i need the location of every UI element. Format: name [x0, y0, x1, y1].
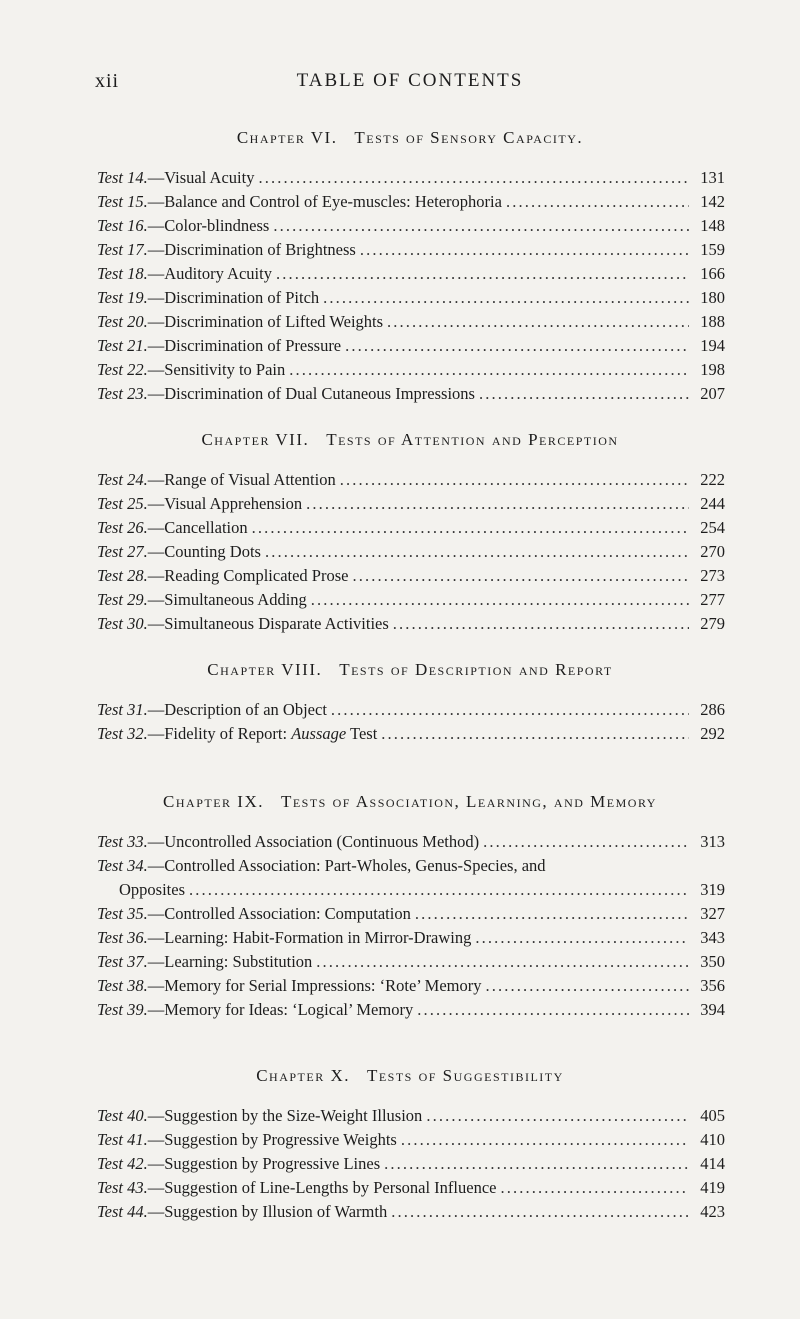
page-number: 423 — [700, 1202, 725, 1221]
toc-entry-line — [97, 310, 725, 334]
leader-dots — [265, 540, 689, 564]
toc-entry-line — [97, 1176, 725, 1200]
leader-dots — [340, 468, 689, 492]
test-title-text: —Discrimination of Pitch — [147, 288, 320, 307]
test-title-text: —Simultaneous Adding — [147, 590, 307, 609]
page-number: 188 — [700, 312, 725, 331]
toc-entry-line — [97, 1152, 725, 1176]
test-title — [148, 698, 327, 722]
test-label: Test 19. — [97, 288, 148, 307]
test-title-text: —Color-blindness — [147, 216, 270, 235]
toc-entry-line — [97, 588, 725, 612]
toc-entry-line — [97, 612, 725, 636]
toc-entry-line — [97, 698, 725, 722]
page-number: 244 — [700, 494, 725, 513]
test-title — [148, 190, 502, 214]
test-label: Test 32. — [97, 724, 148, 743]
toc-entry-line — [97, 902, 725, 926]
test-title-text: —Learning: Habit-Formation in Mirror-Drawing — [147, 928, 472, 947]
toc-entry-line — [97, 382, 725, 406]
toc-entry-line — [97, 1104, 725, 1128]
leader-dots — [506, 190, 689, 214]
leader-dots — [475, 926, 689, 950]
chapter-label: Chapter X. — [256, 1066, 350, 1085]
test-title — [148, 854, 546, 878]
toc-entry — [97, 974, 725, 998]
test-title — [148, 830, 479, 854]
page-number: 207 — [700, 384, 725, 403]
chapter-entries — [97, 830, 725, 1022]
toc-entry-line — [97, 564, 725, 588]
leader-dots — [189, 878, 689, 902]
test-title-text: —Discrimination of Pressure — [147, 336, 342, 355]
test-title-italic: Aussage — [291, 724, 347, 743]
leader-dots — [486, 974, 689, 998]
toc-entry — [97, 588, 725, 612]
toc-entry — [97, 516, 725, 540]
toc-entry-line — [97, 950, 725, 974]
toc-entry — [97, 214, 725, 238]
leader-dots — [381, 722, 689, 746]
toc-entry-line — [97, 214, 725, 238]
test-title-after: Test — [346, 724, 378, 743]
toc-entry — [97, 612, 725, 636]
test-label: Test 35. — [97, 904, 148, 923]
test-label: Test 23. — [97, 384, 148, 403]
chapter-entries — [97, 1104, 725, 1224]
test-title-text: —Balance and Control of Eye-muscles: Heterophoria — [147, 192, 502, 211]
chapter-heading — [95, 1066, 725, 1086]
leader-dots — [387, 310, 689, 334]
leader-dots — [258, 166, 689, 190]
toc-entry-line — [97, 166, 725, 190]
test-label: Test 43. — [97, 1178, 148, 1197]
toc-entry — [97, 698, 725, 722]
test-label: Test 44. — [97, 1202, 148, 1221]
test-title — [148, 1176, 497, 1200]
toc-entry-line — [97, 262, 725, 286]
test-title — [148, 950, 313, 974]
page-number: 343 — [700, 928, 725, 947]
toc-entry — [97, 1128, 725, 1152]
test-title — [148, 926, 472, 950]
page-number: 222 — [700, 470, 725, 489]
page-number: 279 — [700, 614, 725, 633]
leader-dots — [401, 1128, 689, 1152]
test-title — [148, 286, 319, 310]
leader-dots — [273, 214, 689, 238]
test-title-text: —Description of an Object — [147, 700, 327, 719]
page-number: 410 — [700, 1130, 725, 1149]
chapter-title: Tests of Suggestibility — [366, 1066, 564, 1085]
chapter-entries — [97, 166, 725, 406]
toc-entry-line — [97, 974, 725, 998]
test-title-text: —Uncontrolled Association (Continuous Method) — [147, 832, 480, 851]
test-label: Test 17. — [97, 240, 148, 259]
page-number: 131 — [700, 168, 725, 187]
toc-entry — [97, 310, 725, 334]
leader-dots — [393, 612, 689, 636]
toc-entry — [97, 830, 725, 854]
page-number: 277 — [700, 590, 725, 609]
chapter-entries — [97, 468, 725, 636]
test-title — [148, 516, 248, 540]
toc-entry — [97, 998, 725, 1022]
page-number: 148 — [700, 216, 725, 235]
toc-entry — [97, 950, 725, 974]
test-title-text: —Visual Acuity — [147, 168, 255, 187]
test-title-text: —Discrimination of Brightness — [147, 240, 356, 259]
test-label: Test 39. — [97, 1000, 148, 1019]
leader-dots — [252, 516, 689, 540]
test-title — [148, 214, 270, 238]
chapter-title: Tests of Sensory Capacity. — [354, 128, 584, 147]
test-label: Test 30. — [97, 614, 148, 633]
toc-entry — [97, 468, 725, 492]
test-title-text: —Simultaneous Disparate Activities — [147, 614, 389, 633]
toc-entry-line — [97, 926, 725, 950]
toc-entry — [97, 492, 725, 516]
toc-entry-line — [97, 830, 725, 854]
test-label: Test 33. — [97, 832, 148, 851]
toc-entry — [97, 262, 725, 286]
test-title — [148, 540, 261, 564]
toc-entry — [97, 166, 725, 190]
test-title — [148, 310, 383, 334]
toc-entry-line — [97, 492, 725, 516]
test-title — [148, 382, 475, 406]
running-title: TABLE OF CONTENTS — [296, 70, 524, 91]
test-title-text: —Counting Dots — [147, 542, 261, 561]
toc-entry — [97, 238, 725, 262]
chapter-title: Tests of Attention and Perception — [326, 430, 619, 449]
test-title-text: —Visual Apprehension — [147, 494, 303, 513]
test-label: Test 37. — [97, 952, 148, 971]
test-title-text: —Discrimination of Dual Cutaneous Impressions — [147, 384, 475, 403]
test-label: Test 41. — [97, 1130, 148, 1149]
leader-dots — [483, 830, 689, 854]
test-title — [148, 998, 413, 1022]
test-label: Test 40. — [97, 1106, 148, 1125]
leader-dots — [352, 564, 689, 588]
page-folio: xii — [95, 70, 120, 92]
test-title — [148, 262, 272, 286]
chapter-label: Chapter VIII. — [207, 660, 323, 679]
test-label: Test 15. — [97, 192, 148, 211]
page-number: 350 — [700, 952, 725, 971]
test-label: Test 26. — [97, 518, 148, 537]
leader-dots — [311, 588, 689, 612]
leader-dots — [391, 1200, 689, 1224]
toc-entry — [97, 358, 725, 382]
page-header — [95, 70, 725, 100]
page-number: 273 — [700, 566, 725, 585]
toc-entry — [97, 190, 725, 214]
toc-entry-line — [97, 286, 725, 310]
test-title-text: —Suggestion by the Size-Weight Illusion — [147, 1106, 423, 1125]
toc-entry — [97, 1152, 725, 1176]
test-title — [148, 974, 482, 998]
test-title-text: —Suggestion by Progressive Weights — [147, 1130, 397, 1149]
page-number: 142 — [700, 192, 725, 211]
leader-dots — [316, 950, 689, 974]
toc-entry — [97, 564, 725, 588]
test-label: Test 21. — [97, 336, 148, 355]
leader-dots — [384, 1152, 689, 1176]
test-label: Test 16. — [97, 216, 148, 235]
leader-dots — [479, 382, 689, 406]
test-title — [148, 564, 349, 588]
page-number: 405 — [700, 1106, 725, 1125]
chapter-heading — [95, 430, 725, 450]
toc-entry-line — [97, 540, 725, 564]
toc-entry — [97, 286, 725, 310]
test-title-text: —Reading Complicated Prose — [147, 566, 349, 585]
chapter-label: Chapter VII. — [201, 430, 310, 449]
toc-entry — [97, 334, 725, 358]
test-title — [148, 722, 378, 746]
toc-entry — [97, 540, 725, 564]
test-title — [148, 492, 302, 516]
page-number: 313 — [700, 832, 725, 851]
chapter-heading — [95, 660, 725, 680]
toc-entry-line — [97, 358, 725, 382]
test-title — [148, 1104, 423, 1128]
chapter-entries — [97, 698, 725, 746]
test-title-text: —Memory for Ideas: ‘Logical’ Memory — [147, 1000, 414, 1019]
test-label: Test 38. — [97, 976, 148, 995]
test-title — [148, 334, 341, 358]
test-label: Test 42. — [97, 1154, 148, 1173]
page-number: 198 — [700, 360, 725, 379]
leader-dots — [289, 358, 689, 382]
toc-entry — [97, 1176, 725, 1200]
chapter-label: Chapter VI. — [236, 128, 338, 147]
test-title-text: —Fidelity of Report: — [147, 724, 292, 743]
leader-dots — [276, 262, 689, 286]
test-title-text: —Auditory Acuity — [147, 264, 272, 283]
leader-dots — [360, 238, 689, 262]
toc-entry-line — [97, 238, 725, 262]
test-title — [148, 1200, 387, 1224]
chapter-heading — [95, 128, 725, 148]
page-number: 419 — [700, 1178, 725, 1197]
test-title-text: —Discrimination of Lifted Weights — [147, 312, 384, 331]
test-title-continuation: Opposites — [119, 880, 185, 899]
toc-entry — [97, 1104, 725, 1128]
page-number: 159 — [700, 240, 725, 259]
test-title-text: —Suggestion of Line-Lengths by Personal Influence — [147, 1178, 497, 1197]
test-title-text: —Memory for Serial Impressions: ‘Rote’ Memory — [147, 976, 482, 995]
toc-entry-line — [97, 334, 725, 358]
test-label: Test 14. — [97, 168, 148, 187]
test-title — [148, 1128, 397, 1152]
toc-entry — [97, 722, 725, 746]
toc-entry-line — [97, 878, 725, 902]
chapter-label: Chapter IX. — [163, 792, 264, 811]
leader-dots — [323, 286, 689, 310]
test-title — [148, 588, 307, 612]
test-label: Test 18. — [97, 264, 148, 283]
toc-entry-line — [97, 516, 725, 540]
test-label: Test 20. — [97, 312, 148, 331]
page-number: 292 — [700, 724, 725, 743]
chapter-title: Tests of Association, Learning, and Memory — [280, 792, 657, 811]
leader-dots — [500, 1176, 689, 1200]
test-title-text: —Controlled Association: Computation — [147, 904, 411, 923]
test-title-text: —Range of Visual Attention — [147, 470, 336, 489]
test-label: Test 28. — [97, 566, 148, 585]
chapter-title: Tests of Description and Report — [339, 660, 613, 679]
page-number: 327 — [700, 904, 725, 923]
test-title — [148, 902, 411, 926]
test-title — [148, 1152, 380, 1176]
test-title-text: —Sensitivity to Pain — [147, 360, 286, 379]
leader-dots — [345, 334, 689, 358]
toc-entry — [97, 926, 725, 950]
test-label: Test 31. — [97, 700, 148, 719]
test-title-text: —Learning: Substitution — [147, 952, 313, 971]
test-label: Test 24. — [97, 470, 148, 489]
test-label: Test 29. — [97, 590, 148, 609]
test-title — [148, 468, 336, 492]
leader-dots — [306, 492, 689, 516]
test-title-text: —Suggestion by Progressive Lines — [147, 1154, 381, 1173]
page-number: 270 — [700, 542, 725, 561]
toc-entry — [97, 902, 725, 926]
page-number: 319 — [700, 880, 725, 899]
page-number: 394 — [700, 1000, 725, 1019]
leader-dots — [426, 1104, 689, 1128]
page-number: 286 — [700, 700, 725, 719]
test-label: Test 27. — [97, 542, 148, 561]
test-label: Test 22. — [97, 360, 148, 379]
test-title — [148, 612, 389, 636]
test-title — [148, 166, 255, 190]
toc-entry-line — [97, 190, 725, 214]
leader-dots — [415, 902, 689, 926]
test-title — [148, 358, 286, 382]
test-label: Test 25. — [97, 494, 148, 513]
test-title-text: —Cancellation — [147, 518, 248, 537]
page-number: 254 — [700, 518, 725, 537]
toc-entry-line — [97, 998, 725, 1022]
toc-entry — [97, 854, 725, 902]
toc-entry-line — [97, 468, 725, 492]
toc-entry-line — [97, 722, 725, 746]
chapter-heading — [95, 792, 725, 812]
toc-entry-line — [97, 854, 725, 878]
page-number: 180 — [700, 288, 725, 307]
toc-entry-line — [97, 1128, 725, 1152]
toc-entry — [97, 382, 725, 406]
toc-entry-line — [97, 1200, 725, 1224]
leader-dots — [417, 998, 689, 1022]
page-number: 356 — [700, 976, 725, 995]
test-label: Test 36. — [97, 928, 148, 947]
test-title — [148, 238, 356, 262]
toc-entry — [97, 1200, 725, 1224]
page-number: 414 — [700, 1154, 725, 1173]
test-title-text: —Suggestion by Illusion of Warmth — [147, 1202, 388, 1221]
leader-dots — [331, 698, 689, 722]
test-title-text: —Controlled Association: Part-Wholes, Genus-Species, and — [147, 856, 546, 875]
test-label: Test 34. — [97, 856, 148, 875]
page-number: 166 — [700, 264, 725, 283]
page-number: 194 — [700, 336, 725, 355]
